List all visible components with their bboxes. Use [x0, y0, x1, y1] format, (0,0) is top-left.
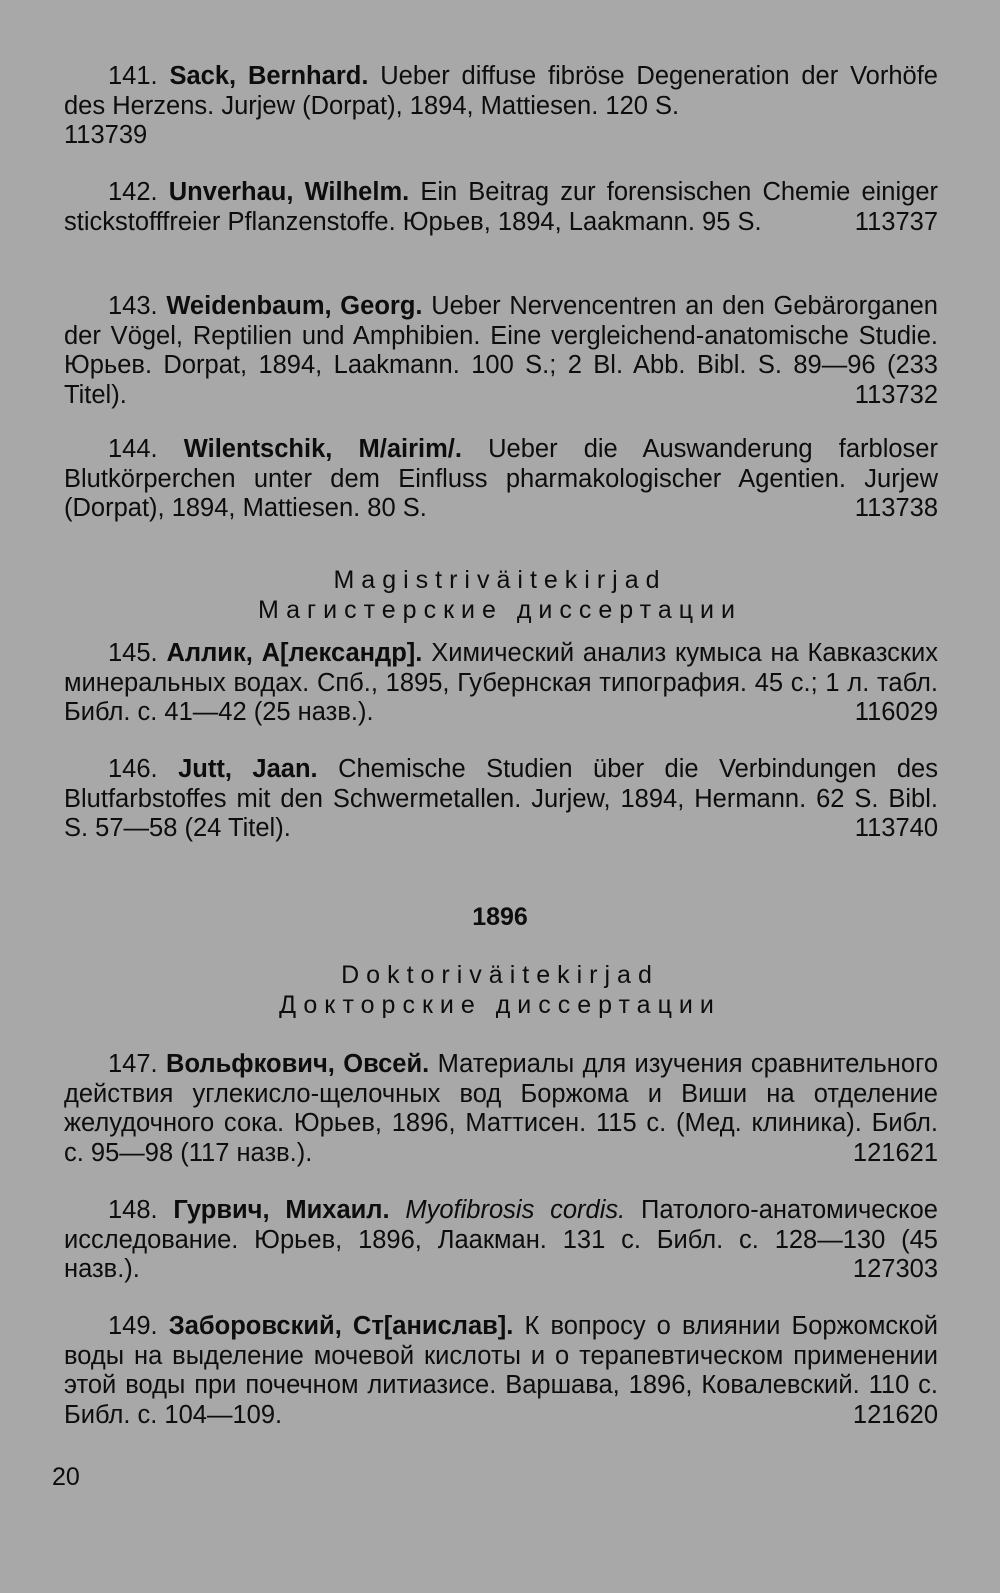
entry-author: Unverhau, Wilhelm. — [168, 178, 410, 206]
entry-code: 116029 — [854, 698, 938, 726]
entry-author: Jutt, Jaan. — [178, 755, 318, 783]
entry-text: К вопросу о влиянии Боржомской воды на выделение мочевой кислоты и о терапевтическом применении этой воды при почечном литиазисе. Варшава, 1896, Ковалевский. 110 с. Библ. с. 104—109. — [64, 1312, 938, 1429]
entry-148: 148. Гурвич, Михаил. Myofibrosis cordis. Патолого-анатомическое исследование. Юрьев, 1896, Лаакман. 131 с. Библ. с. 128—130 (45 назв.). 127303 — [64, 1196, 938, 1283]
entry-code: 121621 — [852, 1138, 938, 1167]
entry-author: Wilentschik, M/airim/. — [183, 435, 462, 463]
entry-author: Sack, Bernhard. — [169, 62, 369, 90]
page-number: 20 — [52, 1463, 80, 1491]
entry-text: Ueber diffuse fibröse Degeneration der Vorhöfe des Herzens. Jurjew (Dorpat), 1894, Mattiesen. 120 S. — [64, 62, 938, 120]
entry-text: Ueber Nervencentren an den Gebärorganen der Vögel, Reptilien und Amphibien. Eine vergleichend-anatomische Studie. Юрьев. Dorpat, 1894, Laakmann. 100 S.; 2 Bl. Abb. Bibl. S. 89—96 (233 Titel). — [64, 292, 938, 409]
entry-code: 127303 — [852, 1255, 938, 1283]
entry-text: Ueber die Auswanderung farbloser Blutkörperchen unter dem Einfluss pharmakologischer Agentien. Jurjew (Dorpat), 1894, Mattiesen. 80 S. — [64, 435, 938, 522]
entry-title-italic: Myofibrosis cordis. — [405, 1196, 626, 1224]
entry-code: 113732 — [854, 380, 938, 409]
entry-text: Ein Beitrag zur forensischen Chemie einiger stickstofffreier Pflanzenstoffe. Юрьев, 1894, Laakmann. 95 S. — [64, 178, 938, 236]
entry-141: 141. Sack, Bernhard. Ueber diffuse fibröse Degeneration der Vorhöfe des Herzens. Jurjew (Dorpat), 1894, Mattiesen. 120 S. 113739 — [64, 62, 938, 149]
entry-author: Вольфкович, Овсей. — [166, 1050, 430, 1078]
entry-text: Химический анализ кумыса на Кавказских минеральных водах. Спб., 1895, Губернская типография. 45 с.; 1 л. табл. Библ. с. 41—42 (25 назв.). — [64, 639, 939, 726]
entry-text: Chemische Studien über die Verbindungen des Blutfarbstoffes mit den Schwermetallen. Jurjew, 1894, Hermann. 62 S. Bibl. S. 57—58 (24 Titel). — [64, 755, 938, 842]
entry-code: 113740 — [854, 814, 938, 842]
entry-144: 144. Wilentschik, M/airim/. Ueber die Auswanderung farbloser Blutkörperchen unter dem Einfluss pharmakologischer Agentien. Jurjew (Dorpat), 1894, Mattiesen. 80 S. 113738 — [64, 435, 938, 522]
section-heading-magister-rus: Магистерские диссертации — [258, 596, 742, 624]
entry-code: 113737 — [854, 207, 938, 236]
entry-text: Материалы для изучения сравнительного действия углекисло-щелочных вод Боржома и Виши на отделение желудочного сока. Юрьев, 1896, Маттисен. 115 с. (Мед. клиника). Библ. с. 95—98 (117 назв.). — [64, 1050, 938, 1167]
entry-143: 143. Weidenbaum, Georg. Ueber Nervencentren an den Gebärorganen der Vögel, Reptilien und Amphibien. Eine vergleichend-anatomische Studie. Юрьев. Dorpat, 1894, Laakmann. 100 S.; 2 Bl. Abb. Bibl. S. 89—96 (233 Titel). 113732 — [64, 292, 938, 409]
entry-145: 145. Аллик, А[лександр]. Химический анализ кумыса на Кавказских минеральных водах. Спб., 1895, Губернская типография. 45 с.; 1 л. табл. Библ. с. 41—42 (25 назв.). 116029 — [64, 639, 939, 726]
section-heading-doctor-rus: Докторские диссертации — [279, 991, 721, 1019]
entry-149: 149. Заборовский, Ст[анислав]. К вопросу о влиянии Боржомской воды на выделение мочевой кислоты и о терапевтическом применении этой воды при почечном литиазисе. Варшава, 1896, Ковалевский. 110 с. Библ. с. 104—109. 121620 — [64, 1312, 938, 1429]
entry-142: 142. Unverhau, Wilhelm. Ein Beitrag zur forensischen Chemie einiger stickstofffreier Pflanzenstoffe. Юрьев, 1894, Laakmann. 95 S. 113737 — [64, 178, 938, 236]
section-heading-magister-est: Magistriväitekirjad — [333, 566, 667, 594]
entry-code: 121620 — [852, 1400, 938, 1429]
entry-146: 146. Jutt, Jaan. Chemische Studien über die Verbindungen des Blutfarbstoffes mit den Schwermetallen. Jurjew, 1894, Hermann. 62 S. Bibl. S. 57—58 (24 Titel). 113740 — [64, 755, 938, 842]
entry-code: 113738 — [854, 494, 938, 522]
year-heading: 1896 — [472, 903, 528, 931]
section-heading-doctor-est: Doktoriväitekirjad — [341, 961, 659, 989]
entry-code: 113739 — [64, 121, 148, 149]
entry-author: Заборовский, Ст[анислав]. — [168, 1312, 514, 1340]
entry-author: Weidenbaum, Georg. — [166, 292, 423, 320]
entry-text: Патолого-анатомическое исследование. Юрьев, 1896, Лаакман. 131 с. Библ. с. 128—130 (45 назв.). — [64, 1196, 938, 1283]
entry-147: 147. Вольфкович, Овсей. Материалы для изучения сравнительного действия углекисло-щелочных вод Боржома и Виши на отделение желудочного сока. Юрьев, 1896, Маттисен. 115 с. (Мед. клиника). Библ. с. 95—98 (117 назв.). 121621 — [64, 1050, 938, 1167]
entry-author: Гурвич, Михаил. — [173, 1196, 390, 1224]
entry-author: Аллик, А[лександр]. — [166, 639, 423, 667]
